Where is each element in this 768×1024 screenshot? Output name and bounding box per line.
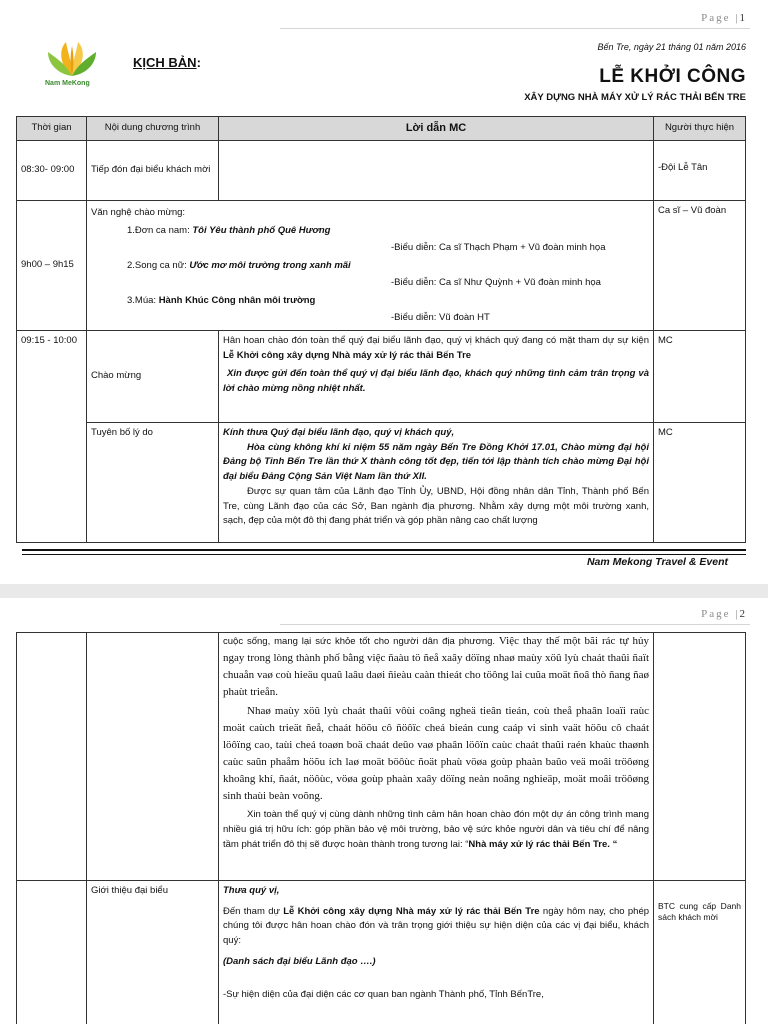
footer-rule: [22, 549, 746, 551]
header-mc: Lời dẫn MC: [219, 117, 654, 141]
item-title: Ước mơ môi trường trong xanh mãi: [189, 259, 351, 271]
table-row: [17, 633, 746, 881]
performer: -Biểu diễn: Ca sĩ Như Quỳnh + Vũ đoàn minh họa: [391, 277, 601, 289]
person-cell: -Đội Lễ Tân: [654, 141, 746, 201]
content-cell: [87, 633, 219, 881]
mc-cell: [219, 633, 654, 881]
performance-intro: Văn nghệ chào mừng:: [91, 207, 186, 219]
item-prefix: 2.Song ca nữ:: [127, 259, 187, 271]
header-person: Người thực hiện: [654, 117, 746, 141]
mc-text: Kính thưa Quý đại biểu lãnh đạo, quý vị khách quý,: [223, 426, 455, 438]
time-cell: 9h00 – 9h15: [17, 201, 87, 331]
mc-text: [223, 633, 649, 701]
mc-text-part: ngày hôm nay, cho phép chúng tôi được hân hoan chào đón và trân trọng giới thiệu sự hiện diện của các vị đại biểu, khách quý:: [223, 905, 650, 947]
performance-cell: [87, 201, 654, 331]
person-cell: BTC cung cấp Danh sách khách mời: [654, 881, 746, 1024]
mc-text: Xin được gửi đến toàn thể quý vị đại biểu lãnh đạo, khách quý những tình cảm trân trọng và lời chào mừng nồng nhiệt nhất.: [223, 368, 649, 395]
main-title: LỄ KHỞI CÔNG: [599, 66, 746, 87]
page-number: Page |2: [701, 608, 746, 620]
person-cell: MC: [654, 422, 746, 542]
performance-item: [91, 292, 649, 310]
document-page-2: [0, 598, 768, 1024]
page-number: Page |1: [701, 12, 746, 24]
script-label: KỊCH BẢN:: [133, 55, 201, 70]
mc-text: Nhaø maùy xöû lyù chaát thaûi vôùi coâng ngheä tieân tieán, coù theå phaân loaïi raùc moät caùch trieät ñeå, chaát höõu cô ñöôïc cheá bieán cung caáp vi sinh vaät höõu cô chaát löôïng cao, taùi cheá toaøn boä chaát deûo vaø phaân löôïn caùc chaát thaûi raén khaùc thaønh caùc saûn phaåm höõu ích laø moät böôùc ñoät phaù vöøa goùp phaàn baûo veä moâi tröôøng khoâng khí, ñaát, nöôùc, vöøa goùp phaàn xaây döïng neàn noâng nghieäp, moät moâi tröôøng sinh thaùi beàn voõng.: [223, 705, 649, 803]
content-cell: Giới thiệu đại biểu: [87, 881, 219, 1024]
sub-title: XÂY DỰNG NHÀ MÁY XỬ LÝ RÁC THẢI BẾN TRE: [524, 92, 746, 103]
page-number-value: 1: [739, 12, 746, 24]
mc-cell: [219, 881, 654, 1024]
header-content: Nội dung chương trình: [87, 117, 219, 141]
mc-text: -Sự hiện diện của đại diện các cơ quan ban ngành Thành phố, Tỉnh BếnTre,: [223, 988, 544, 1000]
mc-text: Được sự quan tâm của Lãnh đạo Tỉnh Ủy, UBND, Hội đồng nhân dân Tỉnh, Thành phố Bến Tre, cùng Lãnh đạo của các Sở, Ban ngành địa phương. Nhằm xây dựng một môi trường xanh, sạch, đẹp của một đô thị đang phát triển và góp phần nâng cao chất lượng: [223, 485, 649, 527]
item-prefix: 1.Đơn ca nam:: [127, 224, 190, 236]
mc-text: Hòa cùng không khí kỉ niệm 55 năm ngày Bến Tre Đồng Khởi 17.01, Chào mừng đại hội Đảng bộ Tỉnh Bến Tre lần thứ X thành công tốt đẹp, tiến tới lập thành tích chào mừng Đại hội đại biểu Đảng Cộng Sản Việt Nam lần thứ XII.: [223, 441, 649, 483]
page-number-value: 2: [739, 608, 746, 620]
date-line: Bến Tre, ngày 21 tháng 01 năm 2016: [597, 42, 746, 52]
person-cell: Ca sĩ – Vũ đoàn: [654, 201, 746, 331]
header-rule: [280, 624, 750, 625]
script-label-text: KỊCH BẢN: [133, 55, 197, 70]
event-name: Lễ Khởi công xây dựng Nhà máy xử lý rác thải Bến Tre: [283, 905, 540, 917]
mc-text-part: Đến tham dự: [223, 905, 280, 917]
performance-item: [91, 222, 649, 240]
event-name: Lễ Khởi công xây dựng Nhà máy xử lý rác thải Bến Tre: [223, 349, 472, 361]
performance-item: [91, 257, 649, 275]
page-gap: [0, 584, 768, 598]
mc-text: [223, 334, 649, 363]
table-row: [17, 330, 746, 422]
table-row: [17, 201, 746, 331]
program-table-continued: [16, 632, 746, 1024]
mc-cell: [219, 330, 654, 422]
table-header-row: [17, 117, 746, 141]
mc-text-part: cuộc sống, mang lại sức khỏe tốt cho người dân địa phương.: [223, 636, 496, 647]
mc-text-part: Việc thay thế một bãi rác tự hủy ngay trong lòng thành phố bằng việc ñaàu tö ñeå xaây döïng nhaø maùy xöû lyù chaát thaûi ñaït chuaån vaø coù hieäu quaû laâu daøi ñieàu caàn thieát cho töông lai cuûa moät ñoâ thò ñang ñaø phaùt trieån.: [223, 635, 649, 699]
table-row: [17, 881, 746, 1024]
time-cell: [17, 881, 87, 1024]
mc-text-part: Hân hoan chào đón toàn thể quý đại biểu lãnh đạo, quý vị khách quý đang có mặt tham dự sự kiện: [223, 334, 649, 346]
mc-text: [223, 808, 649, 852]
performer: -Biểu diễn: Ca sĩ Thạch Phạm + Vũ đoàn minh họa: [391, 242, 606, 254]
program-table: [16, 116, 746, 543]
table-row: [17, 422, 746, 542]
footer-text: Nam Mekong Travel & Event: [586, 556, 728, 568]
time-cell: [17, 633, 87, 881]
logo-text: Nam MeKong: [45, 80, 90, 87]
person-cell: [654, 633, 746, 881]
page-label: Page: [701, 608, 731, 620]
content-cell: Tuyên bố lý do: [87, 422, 219, 542]
project-name: Nhà máy xử lý rác thải Bến Tre. “: [468, 838, 618, 850]
person-cell: MC: [654, 330, 746, 422]
table-row: [17, 141, 746, 201]
footer-rule-thin: [22, 554, 746, 555]
performer: -Biểu diễn: Vũ đoàn HT: [391, 312, 490, 324]
time-cell: 09:15 - 10:00: [17, 330, 87, 542]
mc-cell: [219, 141, 654, 201]
mc-text-part: Xin toàn thể quý vị cùng dành những tình cảm hân hoan chào đón một dự án công trình mang nhiều giá trị hữu ích: góp phần bảo vệ môi trường, bảo vệ sức khỏe người dân và tiêu chí để nâng tầm phát triển đô thị sẽ được hoàn thành trong tương lai: “: [223, 809, 649, 850]
mc-cell: [219, 422, 654, 542]
item-prefix: 3.Múa:: [127, 294, 157, 306]
page-label: Page: [701, 12, 731, 24]
time-cell: 08:30- 09:00: [17, 141, 87, 201]
content-cell: Chào mừng: [87, 330, 219, 422]
mc-text: (Danh sách đại biểu Lãnh đạo ….): [223, 955, 376, 967]
header-time: Thời gian: [17, 117, 87, 141]
content-cell: Tiếp đón đại biểu khách mời: [87, 141, 219, 201]
mc-text: Thưa quý vị,: [223, 885, 280, 896]
item-title: Hành Khúc Công nhân môi trường: [158, 294, 316, 306]
header-rule: [280, 28, 750, 29]
mc-text: [223, 905, 649, 949]
item-title: Tôi Yêu thành phố Quê Hương: [192, 224, 331, 236]
